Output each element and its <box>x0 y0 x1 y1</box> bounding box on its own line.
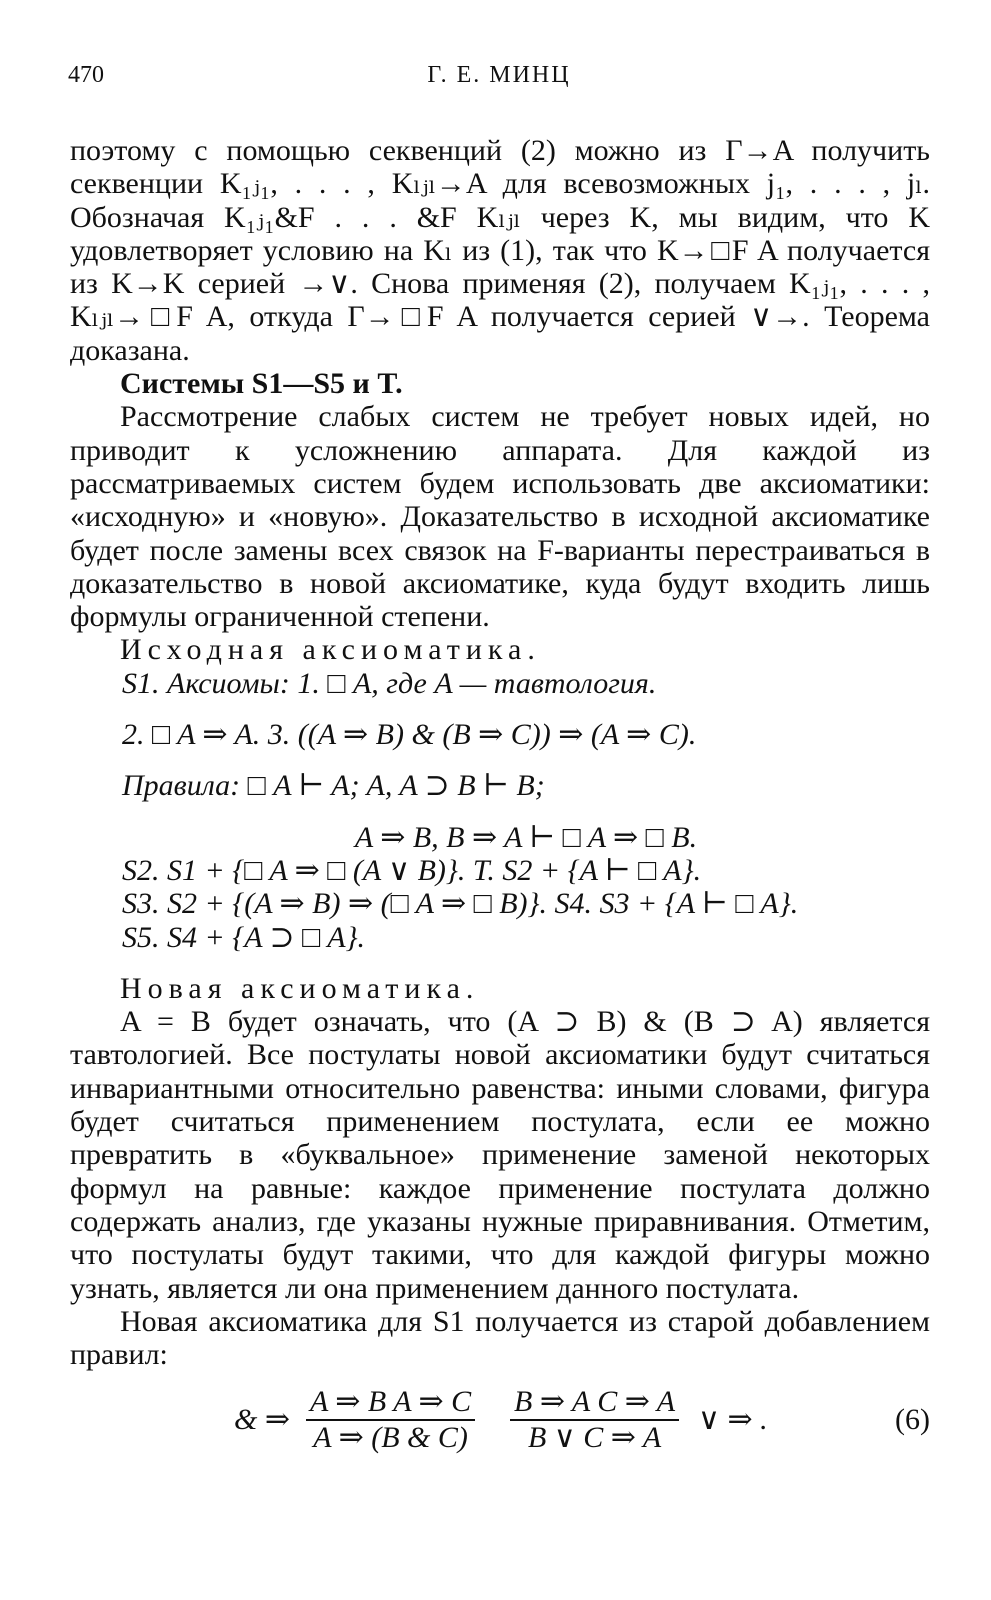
paragraph-rules-intro: Новая аксиоматика для S1 получается из старой добавлением правил: <box>70 1304 930 1372</box>
paragraph-proof-end: поэтому с помощью секвенций (2) можно из Γ→A получить секвенции K₁ⱼ₁, . . . , Kₗⱼₗ→A для всевозможных j₁, . . . , jₗ. Обозначая K₁ⱼ₁&F . . . &F Kₗⱼₗ через K, мы видим, что K удовлетворяет условию на Kₗ из (1), так что K→□F A получается из K→K серией →∨. Снова применяя (2), получаем K₁ⱼ₁, . . . , Kₗⱼₗ→□F A, откуда Γ→□F A получается серией ∨→. Теорема доказана. <box>70 134 930 367</box>
rule-disjunction-premises: B ⇒ A C ⇒ A <box>510 1385 679 1421</box>
equation-number: (6) <box>895 1403 930 1437</box>
rules-line-2: A ⇒ B, B ⇒ A ⊢ □ A ⇒ □ B. <box>354 820 698 854</box>
subheading-original-axiomatics: Исходная аксиоматика. <box>120 633 541 667</box>
axiom-line-2: 2. □ A ⇒ A. 3. ((A ⇒ B) & (B ⇒ C)) ⇒ (A ⇒ C). <box>122 718 697 752</box>
rule-conjunction-premises: A ⇒ B A ⇒ C <box>306 1385 475 1421</box>
rule-conjunction-conclusion: A ⇒ (B & C) <box>313 1421 468 1455</box>
running-author: Г. Е. МИНЦ <box>427 62 571 88</box>
rule-conjunction <box>306 1385 475 1455</box>
rule-tail-symbol: ∨ ⇒ . <box>698 1403 768 1437</box>
system-s3-s4: S3. S2 + {(A ⇒ B) ⇒ (□ A ⇒ □ B)}. S4. S3 + {A ⊢ □ A}. <box>122 887 799 921</box>
page-number: 470 <box>68 62 104 88</box>
rule-disjunction-conclusion: B ∨ C ⇒ A <box>527 1421 662 1455</box>
subheading-new-axiomatics: Новая аксиоматика. <box>120 971 480 1005</box>
rule-lead-symbol: & ⇒ <box>234 1403 290 1437</box>
paragraph-new-axiomatics: A = B будет означать, что (A ⊃ B) & (B ⊃ A) является тавтологией. Все постулаты новой аксиоматики будут считаться инвариантными относительно равенства: иными словами, фигура будет считаться применением постулата, если ее можно превратить в «буквальное» применение заменой некоторых формул на равные: каждое применение постулата должно содержать анализ, где указаны нужные приравнивания. Отметим, что постулаты будут такими, что для каждой фигуры можно узнать, является ли она применением данного постулата. <box>70 1005 931 1305</box>
paragraph-intro: Рассмотрение слабых систем не требует новых идей, но приводит к усложнению аппарата. Для каждой из рассматриваемых систем будем использовать две аксиоматики: «исходную» и «новую». Доказательство в исходной аксиоматике будет после замены всех связок на F-варианты перестраиваться в доказательство в новой аксиоматике, куда будут входить лишь формулы ограниченной степени. <box>70 400 930 634</box>
section-heading: Системы S1—S5 и T. <box>120 367 403 401</box>
page-body <box>70 134 930 1465</box>
inference-rules-6 <box>70 1385 930 1465</box>
rules-line-1: Правила: □ A ⊢ A; A, A ⊃ B ⊢ B; <box>122 769 545 803</box>
system-s5: S5. S4 + {A ⊃ □ A}. <box>122 920 366 954</box>
rule-disjunction <box>510 1385 679 1455</box>
system-s2-t: S2. S1 + {□ A ⇒ □ (A ∨ B)}. T. S2 + {A ⊢ □ A}. <box>122 853 702 887</box>
axiom-line-1: S1. Аксиомы: 1. □ A, где A — тавтология. <box>122 666 657 700</box>
running-header <box>68 62 930 92</box>
